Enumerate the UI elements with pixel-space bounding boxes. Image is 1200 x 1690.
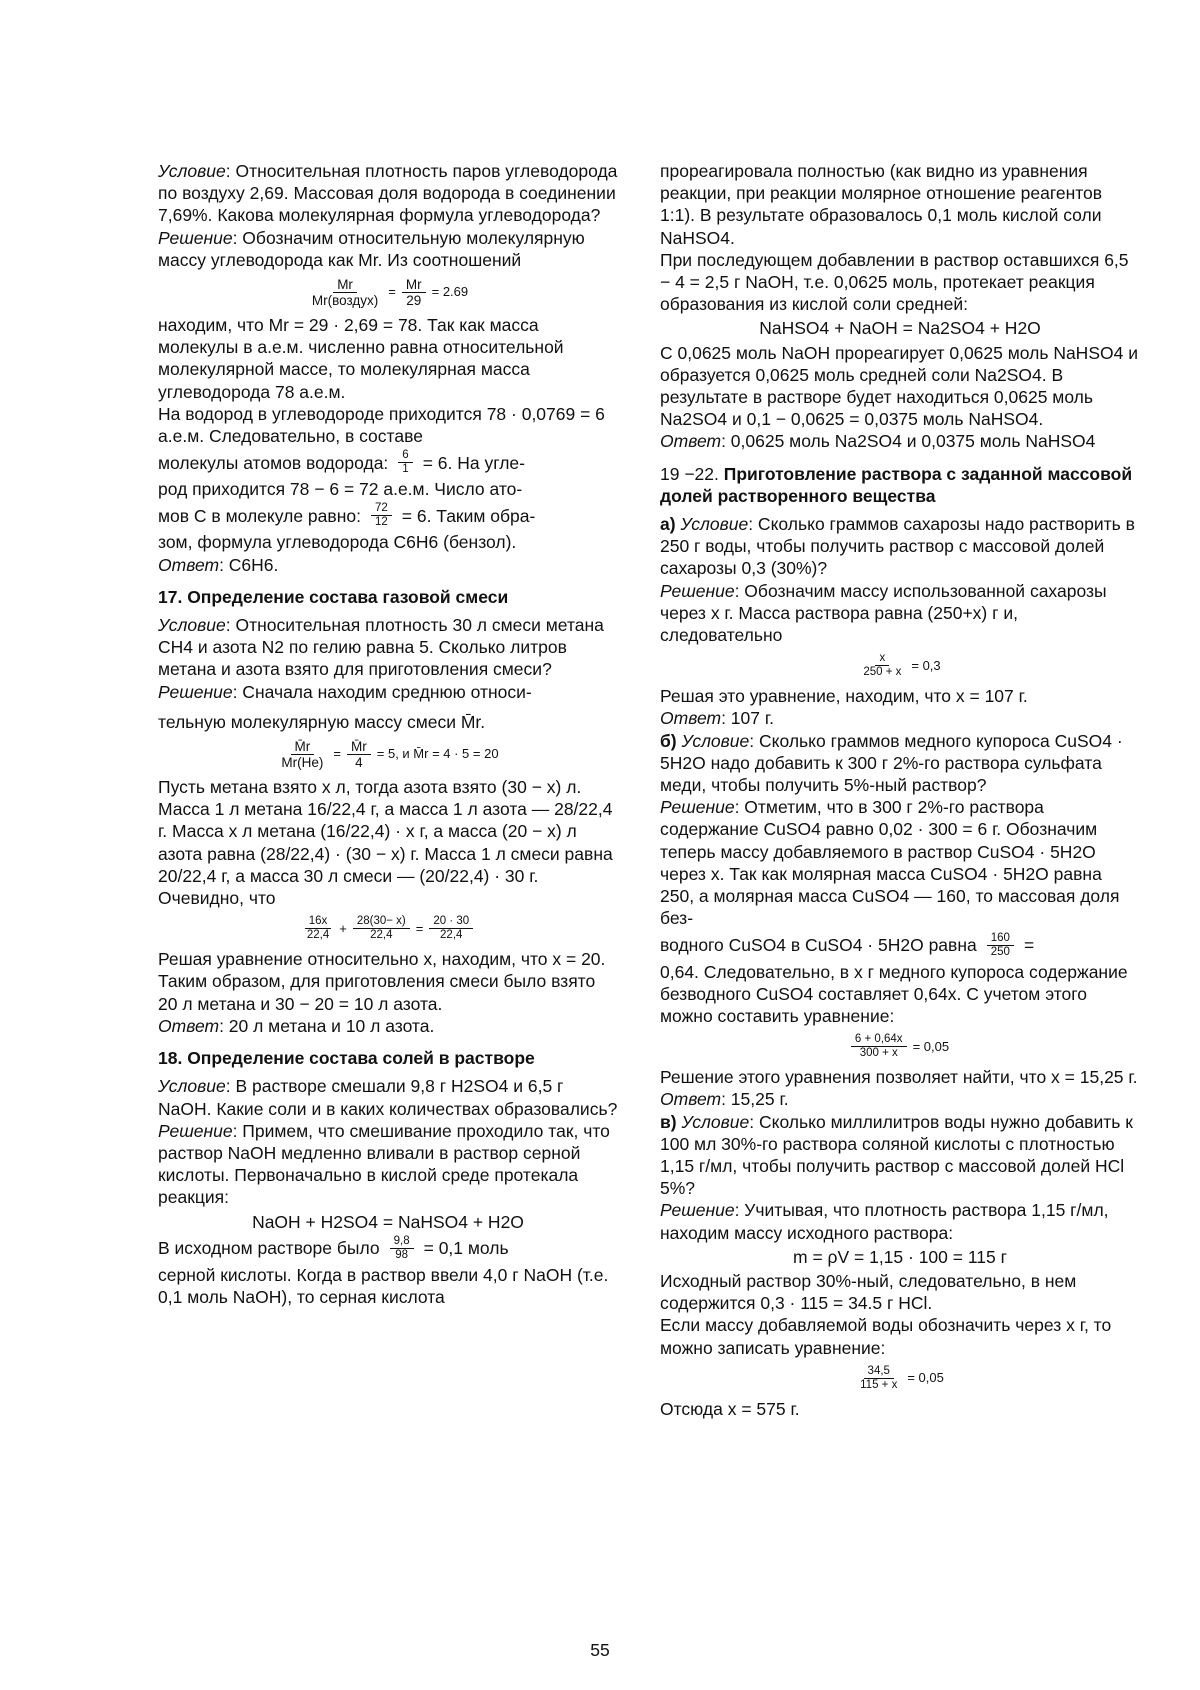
problem-c-solution: Решение: Учитывая, что плотность раствора 1,15 г/мл, находим массу исходного раствора: bbox=[660, 1200, 1109, 1243]
fraction: $\frac{160}{250}$ bbox=[987, 932, 1014, 959]
answer-label: Ответ bbox=[660, 708, 722, 729]
solution-text: тельную молекулярную массу смеси M̄r. bbox=[158, 711, 486, 732]
problem-17-answer: Ответ: 20 л метана и 10 л азота. bbox=[158, 1015, 435, 1036]
fraction: $\frac{M̄r}{4}$ bbox=[347, 739, 371, 770]
formula-relative-density: $\frac{Mr}{\text{Mr(воздух)}}$ = $\frac{Mr}{29}$ = 2.69 bbox=[158, 277, 618, 308]
problem-17-condition: Условие: Относительная плотность 30 л смеси метана CH4 и азота N2 по гелию равна 5. Сколько литров метана и азота взято для приготовления смеси? bbox=[158, 615, 604, 680]
formula-hcl: $\frac{34,5}{115 + x}$ = 0,05 bbox=[660, 1365, 1140, 1392]
problem-16-answer: Ответ: C6H6. bbox=[158, 554, 279, 575]
fraction: $\frac{28(30- x)}{22,4}$ bbox=[353, 915, 410, 942]
solution-text: С 0,0625 моль NaOH прореагирует 0,0625 моль NaHSO4 и образуется 0,0625 моль средней соли Na2SO4. В результате в растворе будет находиться 0,0625 моль Na2SO4 и 0,1 − 0,0625 = 0,0375 моль NaHSO4. bbox=[660, 342, 1138, 430]
fraction: $\frac{20 \cdot 30}{22,4}$ bbox=[429, 915, 473, 942]
fraction: $\frac{6}{1}$ bbox=[398, 449, 412, 476]
section-heading-18: 18. Определение состава солей в растворе bbox=[158, 1048, 535, 1069]
answer-label: Ответ bbox=[660, 431, 722, 452]
solution-text: На водород в углеводороде приходится 78 · 0,0769 = 6 а.е.м. Следовательно, в составе bbox=[158, 403, 605, 447]
fraction: $\frac{72}{12}$ bbox=[371, 502, 392, 529]
page-number: 55 bbox=[590, 1640, 610, 1660]
problem-18-condition: Условие: В растворе смешали 9,8 г H2SO4 и 6,5 г NaOH. Какие соли и в каких количествах образовались? bbox=[158, 1076, 618, 1119]
problem-c-condition: в) Условие: Сколько миллилитров воды нужно добавить к 100 мл 30%-го раствора соляной кислоты с плотностью 1,15 г/мл, чтобы получить раствор с массовой долей HCl 5%? bbox=[660, 1111, 1133, 1199]
answer-label: Ответ bbox=[660, 1089, 722, 1110]
section-heading-17: 17. Определение состава газовой смеси bbox=[158, 586, 509, 607]
solution-label: Решение bbox=[660, 1200, 735, 1221]
fraction: $\frac{6 + 0,64x}{300 + x}$ bbox=[851, 1033, 907, 1060]
right-column bbox=[660, 160, 1140, 1420]
problem-16-solution bbox=[158, 227, 618, 271]
problem-a-solution: Решение: Обозначим массу использованной сахарозы через x г. Масса раствора равна (250+x) г и, следовательно bbox=[660, 580, 1107, 646]
solution-text: серной кислоты. Когда в раствор ввели 4,0 г NaOH (т.е. 0,1 моль NaOH), то серная кислота bbox=[158, 1264, 609, 1307]
reaction-equation: NaOH + H2SO4 = NaHSO4 + H2O bbox=[252, 1211, 524, 1232]
condition-label: Условие bbox=[158, 1076, 226, 1097]
answer-label: Ответ bbox=[158, 554, 220, 575]
condition-label: Условие bbox=[158, 161, 226, 181]
formula-mass-fraction: водного CuSO4 в CuSO4 · 5H2O равна $\frac{160}{250}$ = bbox=[660, 931, 1035, 958]
solution-label: Решение bbox=[660, 797, 735, 818]
solution-label: Решение bbox=[158, 681, 233, 702]
problem-b-solution: Решение: Отметим, что в 300 г 2%-го раствора содержание CuSO4 равно 0,02 · 300 = 6 г. Обозначим теперь массу добавляемого в раствор CuSO4 · 5H2O через x. Так как молярная масса CuSO4 · 5H2O равна 250, а молярная масса CuSO4 — 160, то массовая доля без- bbox=[660, 797, 1120, 929]
fraction: $\frac{9,8}{98}$ bbox=[390, 1235, 414, 1262]
problem-16-condition bbox=[158, 160, 618, 227]
fraction: $\frac{x}{250 + x}$ bbox=[863, 652, 902, 679]
formula-copper-sulfate: $\frac{6 + 0,64x}{300 + x}$ = 0,05 bbox=[660, 1033, 1140, 1060]
condition-label: Условие bbox=[158, 615, 226, 636]
solution-text: Пусть метана взято x л, тогда азота взято (30 − x) л. Масса 1 л метана 16/22,4 г, а масса 1 л азота — 28/22,4 г. Масса x л метана (16/22,4) · x г, а масса (20 − x) л азота равна (28/22,4) · (30 − x) г. Масса 1 л смеси равна 20/22,4 г, а масса 30 л смеси — (20/22,4) · 30 г. Очевидно, что bbox=[158, 777, 613, 909]
fraction: $\frac{Mr}{\text{Mr(воздух)}}$ bbox=[311, 277, 379, 309]
problem-a-condition: а) Условие: Сколько граммов сахарозы надо растворить в 250 г воды, чтобы получить раствор с массовой долей сахарозы 0,3 (30%)? bbox=[660, 514, 1135, 579]
fraction: $\frac{Mr}{29}$ bbox=[402, 277, 426, 308]
formula-hydrogen-atoms: молекулы атомов водорода: $\frac{6}{1}$ = 6. На угле- bbox=[158, 449, 525, 476]
solution-label: Решение bbox=[660, 580, 735, 601]
solution-text: Отсюда x = 575 г. bbox=[660, 1398, 800, 1419]
solution-text: Решая это уравнение, находим, что x = 107 г. bbox=[660, 686, 1028, 707]
left-column bbox=[158, 160, 618, 1308]
fraction: $\frac{M̄r}{Mr(He)}$ bbox=[281, 739, 324, 771]
solution-text: Решая уравнение относительно x, находим, что x = 20. Таким образом, для приготовления смеси было взято 20 л метана и 30 − 20 = 10 л азота. bbox=[158, 949, 606, 1014]
fraction: $\frac{16x}{22,4}$ bbox=[303, 915, 333, 942]
solution-text: : Обозначим относительную молекулярную массу углеводорода как Mr. Из соотношений bbox=[158, 227, 585, 270]
condition-text: : Относительная плотность паров углеводорода по воздуху 2,69. Массовая доля водорода в соединении 7,69%. Какова молекулярная формула углеводорода? bbox=[158, 161, 618, 226]
problem-18-answer: Ответ: 0,0625 моль Na2SO4 и 0,0375 моль NaHSO4 bbox=[660, 431, 1096, 452]
formula-mass: m = ρV = 1,15 · 100 = 115 г bbox=[793, 1246, 1007, 1267]
condition-label: Условие bbox=[681, 1111, 750, 1132]
solution-text: Если массу добавляемой воды обозначить через x г, то можно записать уравнение: bbox=[660, 1315, 1112, 1358]
condition-label: Условие bbox=[681, 730, 750, 751]
formula-carbon-atoms: мов C в молекуле равно: $\frac{72}{12}$ = 6. Таким обра- bbox=[158, 502, 536, 529]
section-heading-19-22: 19 −22. Приготовление раствора с заданной массовой долей растворенного вещества bbox=[660, 463, 1133, 506]
answer-label: Ответ bbox=[158, 1015, 220, 1036]
solution-text: находим, что Mr = 29 · 2,69 = 78. Так как масса молекулы в а.е.м. численно равна относительной молекулярной массе, то молекулярная масса углеводорода 78 а.е.м. bbox=[158, 315, 564, 402]
solution-text: прореагировала полностью (как видно из уравнения реакции, при реакции молярное отношение реагентов 1:1). В результате образовалось 0,1 моль кислой соли NaHSO4. bbox=[660, 161, 1103, 248]
solution-text: 0,64. Следовательно, в x г медного купороса содержание безводного CuSO4 составляет 0,64x. С учетом этого можно составить уравнение: bbox=[660, 961, 1128, 1026]
solution-text: Решение этого уравнения позволяет найти, что x = 15,25 г. bbox=[660, 1067, 1138, 1088]
formula-acid-moles: В исходном растворе было $\frac{9,8}{98}$ = 0,1 моль bbox=[158, 1234, 509, 1261]
problem-b-condition: б) Условие: Сколько граммов медного купороса CuSO4 · 5H2O надо добавить к 300 г 2%-го раствора сульфата меди, чтобы получить 5%-ный раствор? bbox=[660, 730, 1123, 796]
fraction: $\frac{34,5}{115 + x}$ bbox=[860, 1364, 898, 1391]
formula-average-mass: $\frac{M̄r}{Mr(He)}$ = $\frac{M̄r}{4}$ = 5, и M̄r = 4 · 5 = 20 bbox=[158, 739, 618, 770]
problem-b-answer: Ответ: 15,25 г. bbox=[660, 1089, 789, 1110]
solution-text: зом, формула углеводорода C6H6 (бензол). bbox=[158, 532, 517, 553]
solution-text: При последующем добавлении в раствор оставшихся 6,5 − 4 = 2,5 г NaOH, т.е. 0,0625 моль, протекает реакция образования из кислой соли средней: bbox=[660, 249, 1129, 315]
solution-text: род приходится 78 − 6 = 72 а.е.м. Число ато- bbox=[158, 479, 523, 500]
formula-mixture-equation: $\frac{16x}{22,4}$ + $\frac{28(30- x)}{22,4}$ = $\frac{20 \cdot 30}{22,4}$ bbox=[158, 915, 618, 942]
problem-a-answer: Ответ: 107 г. bbox=[660, 708, 774, 729]
condition-label: Условие bbox=[680, 514, 749, 535]
problem-17-solution: Решение: Сначала находим среднюю относи- bbox=[158, 681, 532, 702]
solution-label: Решение bbox=[158, 1120, 233, 1141]
reaction-equation: NaHSO4 + NaOH = Na2SO4 + H2O bbox=[759, 318, 1041, 339]
formula-sucrose: $\frac{x}{250 + x}$ = 0,3 bbox=[660, 652, 1140, 679]
solution-text: Исходный раствор 30%-ный, следовательно, в нем содержится 0,3 · 115 = 34.5 г HCl. bbox=[660, 1270, 1077, 1314]
solution-label: Решение bbox=[158, 227, 233, 248]
problem-18-solution: Решение: Примем, что смешивание проходило так, что раствор NaOH медленно вливали в раствор серной кислоты. Первоначально в кислой среде протекала реакция: bbox=[158, 1120, 610, 1208]
